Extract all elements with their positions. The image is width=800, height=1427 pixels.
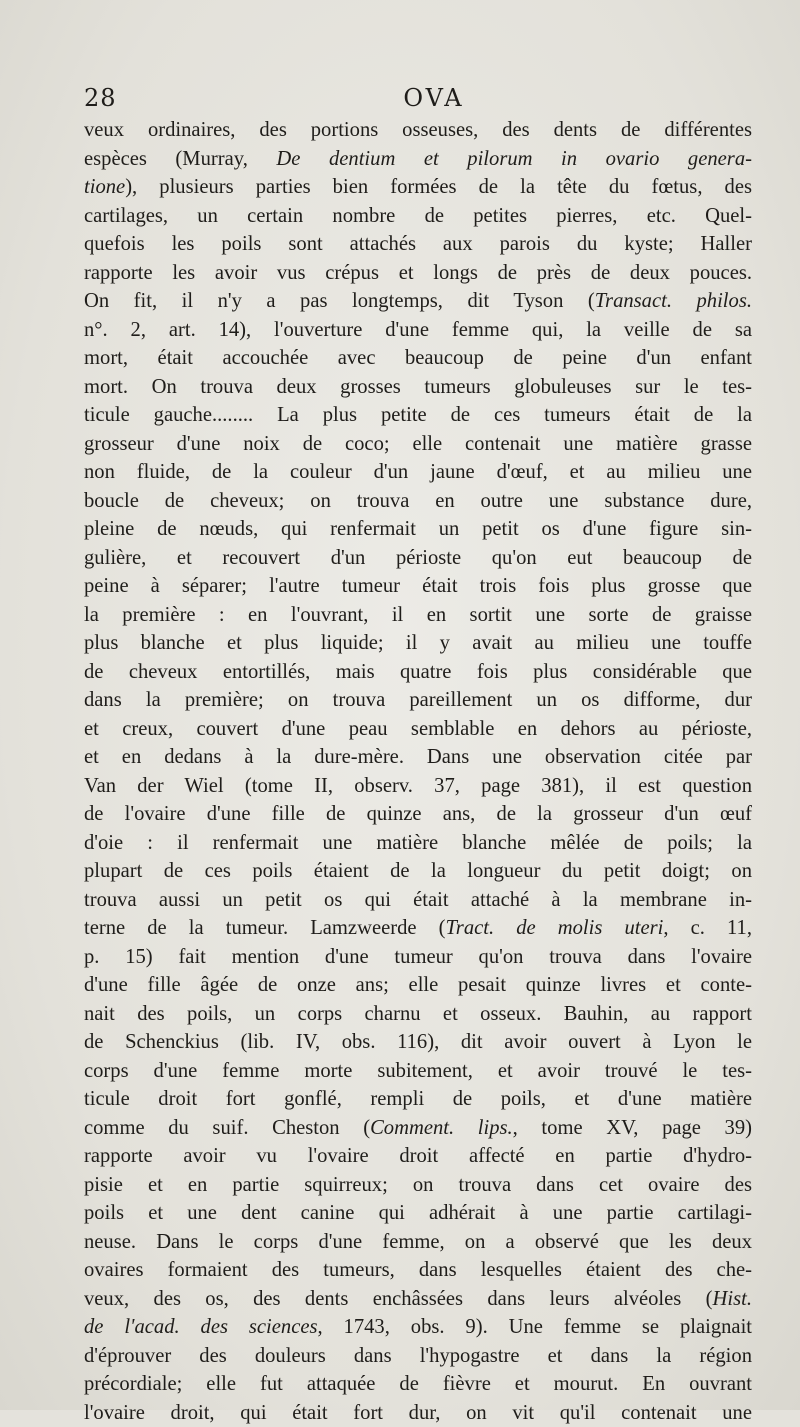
text-segment: d'éprouver des douleurs dans l'hypogastre et dans la région (84, 1345, 752, 1367)
italic-citation: De dentium et pilorum in ovario genera- (276, 148, 752, 170)
text-segment: d'oie : il renfermait une matière blanche mêlée de poils; la (84, 832, 752, 854)
text-segment: n°. 2, art. 14), l'ouverture d'une femme qui, la veille de sa (84, 319, 752, 341)
text-line (84, 1370, 752, 1399)
text-line (84, 1313, 752, 1342)
italic-citation: tione (84, 176, 125, 198)
text-line (84, 686, 752, 715)
text-segment: de l'ovaire d'une fille de quinze ans, de la grosseur d'un œuf (84, 803, 752, 825)
text-segment: corps d'une femme morte subitement, et avoir trouvé le tes- (84, 1060, 752, 1082)
text-line (84, 1142, 752, 1171)
italic-citation: Comment. lips. (370, 1117, 513, 1139)
text-segment: grosseur d'une noix de coco; elle contenait une matière grasse (84, 433, 752, 455)
body-text (84, 116, 752, 1427)
text-segment: boucle de cheveux; on trouva en outre une substance dure, (84, 490, 752, 512)
text-segment: non fluide, de la couleur d'un jaune d'œuf, et au milieu une (84, 461, 752, 483)
page-number: 28 (84, 84, 117, 112)
text-line (84, 1342, 752, 1371)
text-line (84, 629, 752, 658)
text-line (84, 886, 752, 915)
text-line (84, 458, 752, 487)
text-line (84, 1085, 752, 1114)
text-line (84, 1057, 752, 1086)
text-line (84, 515, 752, 544)
text-line (84, 601, 752, 630)
text-segment: neuse. Dans le corps d'une femme, on a observé que les deux (84, 1231, 752, 1253)
text-segment: ), plusieurs parties bien formées de la tête du fœtus, des (125, 176, 752, 198)
text-line (84, 116, 752, 145)
italic-citation: Tract. de molis uteri (445, 917, 663, 939)
text-segment: et creux, couvert d'une peau semblable en dehors au périoste, (84, 718, 752, 740)
text-segment: plus blanche et plus liquide; il y avait au milieu une touffe (84, 632, 752, 654)
text-line (84, 1399, 752, 1427)
text-segment: cartilages, un certain nombre de petites pierres, etc. Quel- (84, 205, 752, 227)
text-line (84, 1285, 752, 1314)
text-segment: rapporte avoir vu l'ovaire droit affecté en partie d'hydro- (84, 1145, 752, 1167)
text-segment: veux ordinaires, des portions osseuses, des dents de différentes (84, 119, 752, 141)
text-line (84, 971, 752, 1000)
text-segment: , tome XV, page 39) (513, 1117, 752, 1139)
text-line (84, 715, 752, 744)
text-line (84, 373, 752, 402)
italic-citation: Transact. philos. (595, 290, 752, 312)
text-line (84, 743, 752, 772)
text-line (84, 658, 752, 687)
text-segment: ticule gauche........ La plus petite de ces tumeurs était de la (84, 404, 752, 426)
text-segment: , 1743, obs. 9). Une femme se plaignait (318, 1316, 753, 1338)
text-segment: précordiale; elle fut attaquée de fièvre et mourut. En ouvrant (84, 1373, 752, 1395)
text-segment: rapporte les avoir vus crépus et longs de près de deux pouces. (84, 262, 752, 284)
text-line (84, 800, 752, 829)
text-segment: On fit, il n'y a pas longtemps, dit Tyson ( (84, 290, 595, 312)
italic-citation: Hist. (713, 1288, 752, 1310)
text-line (84, 1000, 752, 1029)
text-line (84, 487, 752, 516)
text-line (84, 914, 752, 943)
text-line (84, 857, 752, 886)
text-line (84, 401, 752, 430)
text-line (84, 287, 752, 316)
running-title: OVA (84, 84, 754, 112)
text-segment: plupart de ces poils étaient de la longueur du petit doigt; on (84, 860, 752, 882)
text-segment: l'ovaire droit, qui était fort dur, on vit qu'il contenait une (84, 1402, 752, 1424)
text-segment: et en dedans à la dure-mère. Dans une observation citée par (84, 746, 752, 768)
text-line (84, 572, 752, 601)
text-segment: quefois les poils sont attachés aux parois du kyste; Haller (84, 233, 752, 255)
text-segment: comme du suif. Cheston ( (84, 1117, 370, 1139)
text-segment: pleine de nœuds, qui renfermait un petit os d'une figure sin- (84, 518, 752, 540)
text-segment: espèces ( (84, 148, 182, 170)
text-segment: mort, était accouchée avec beaucoup de peine d'un enfant (84, 347, 752, 369)
text-line (84, 772, 752, 801)
text-segment: d'une fille âgée de onze ans; elle pesait quinze livres et conte- (84, 974, 752, 996)
italic-citation: de l'acad. des sciences (84, 1316, 318, 1338)
text-line (84, 173, 752, 202)
text-line (84, 145, 752, 174)
text-segment: de Schenckius (lib. IV, obs. 116), dit avoir ouvert à Lyon le (84, 1031, 752, 1053)
text-segment: poils et une dent canine qui adhérait à une partie cartilagi- (84, 1202, 752, 1224)
text-segment: de cheveux entortillés, mais quatre fois plus considérable que (84, 661, 752, 683)
text-segment: Van der Wiel (tome II, observ. 37, page 381), il est question (84, 775, 752, 797)
text-segment: la première : en l'ouvrant, il en sortit une sorte de graisse (84, 604, 752, 626)
text-line (84, 1114, 752, 1143)
text-line (84, 259, 752, 288)
text-segment: , c. 11, (663, 917, 752, 939)
text-segment: trouva aussi un petit os qui était attaché à la membrane in- (84, 889, 752, 911)
text-line (84, 1228, 752, 1257)
text-segment: dans la première; on trouva pareillement un os difforme, dur (84, 689, 752, 711)
text-line (84, 829, 752, 858)
text-line (84, 1171, 752, 1200)
text-segment: terne de la tumeur. Lamzweerde ( (84, 917, 445, 939)
text-segment: peine à séparer; l'autre tumeur était trois fois plus grosse que (84, 575, 752, 597)
text-line (84, 344, 752, 373)
text-line (84, 1256, 752, 1285)
text-segment: gulière, et recouvert d'un périoste qu'on eut beaucoup de (84, 547, 752, 569)
text-line (84, 230, 752, 259)
text-line (84, 943, 752, 972)
text-line (84, 316, 752, 345)
text-line (84, 1199, 752, 1228)
text-segment: pisie et en partie squirreux; on trouva dans cet ovaire des (84, 1174, 752, 1196)
text-line (84, 1028, 752, 1057)
text-segment: ovaires formaient des tumeurs, dans lesquelles étaient des che- (84, 1259, 752, 1281)
text-line (84, 544, 752, 573)
text-segment: p. 15) fait mention d'une tumeur qu'on trouva dans l'ovaire (84, 946, 752, 968)
text-segment: ticule droit fort gonflé, rempli de poils, et d'une matière (84, 1088, 752, 1110)
text-segment: Murray, (182, 148, 276, 170)
text-line (84, 202, 752, 231)
text-line (84, 430, 752, 459)
text-segment: veux, des os, des dents enchâssées dans leurs alvéoles ( (84, 1288, 713, 1310)
page-header (84, 84, 754, 118)
text-segment: nait des poils, un corps charnu et osseux. Bauhin, au rapport (84, 1003, 752, 1025)
text-segment: mort. On trouva deux grosses tumeurs globuleuses sur le tes- (84, 376, 752, 398)
